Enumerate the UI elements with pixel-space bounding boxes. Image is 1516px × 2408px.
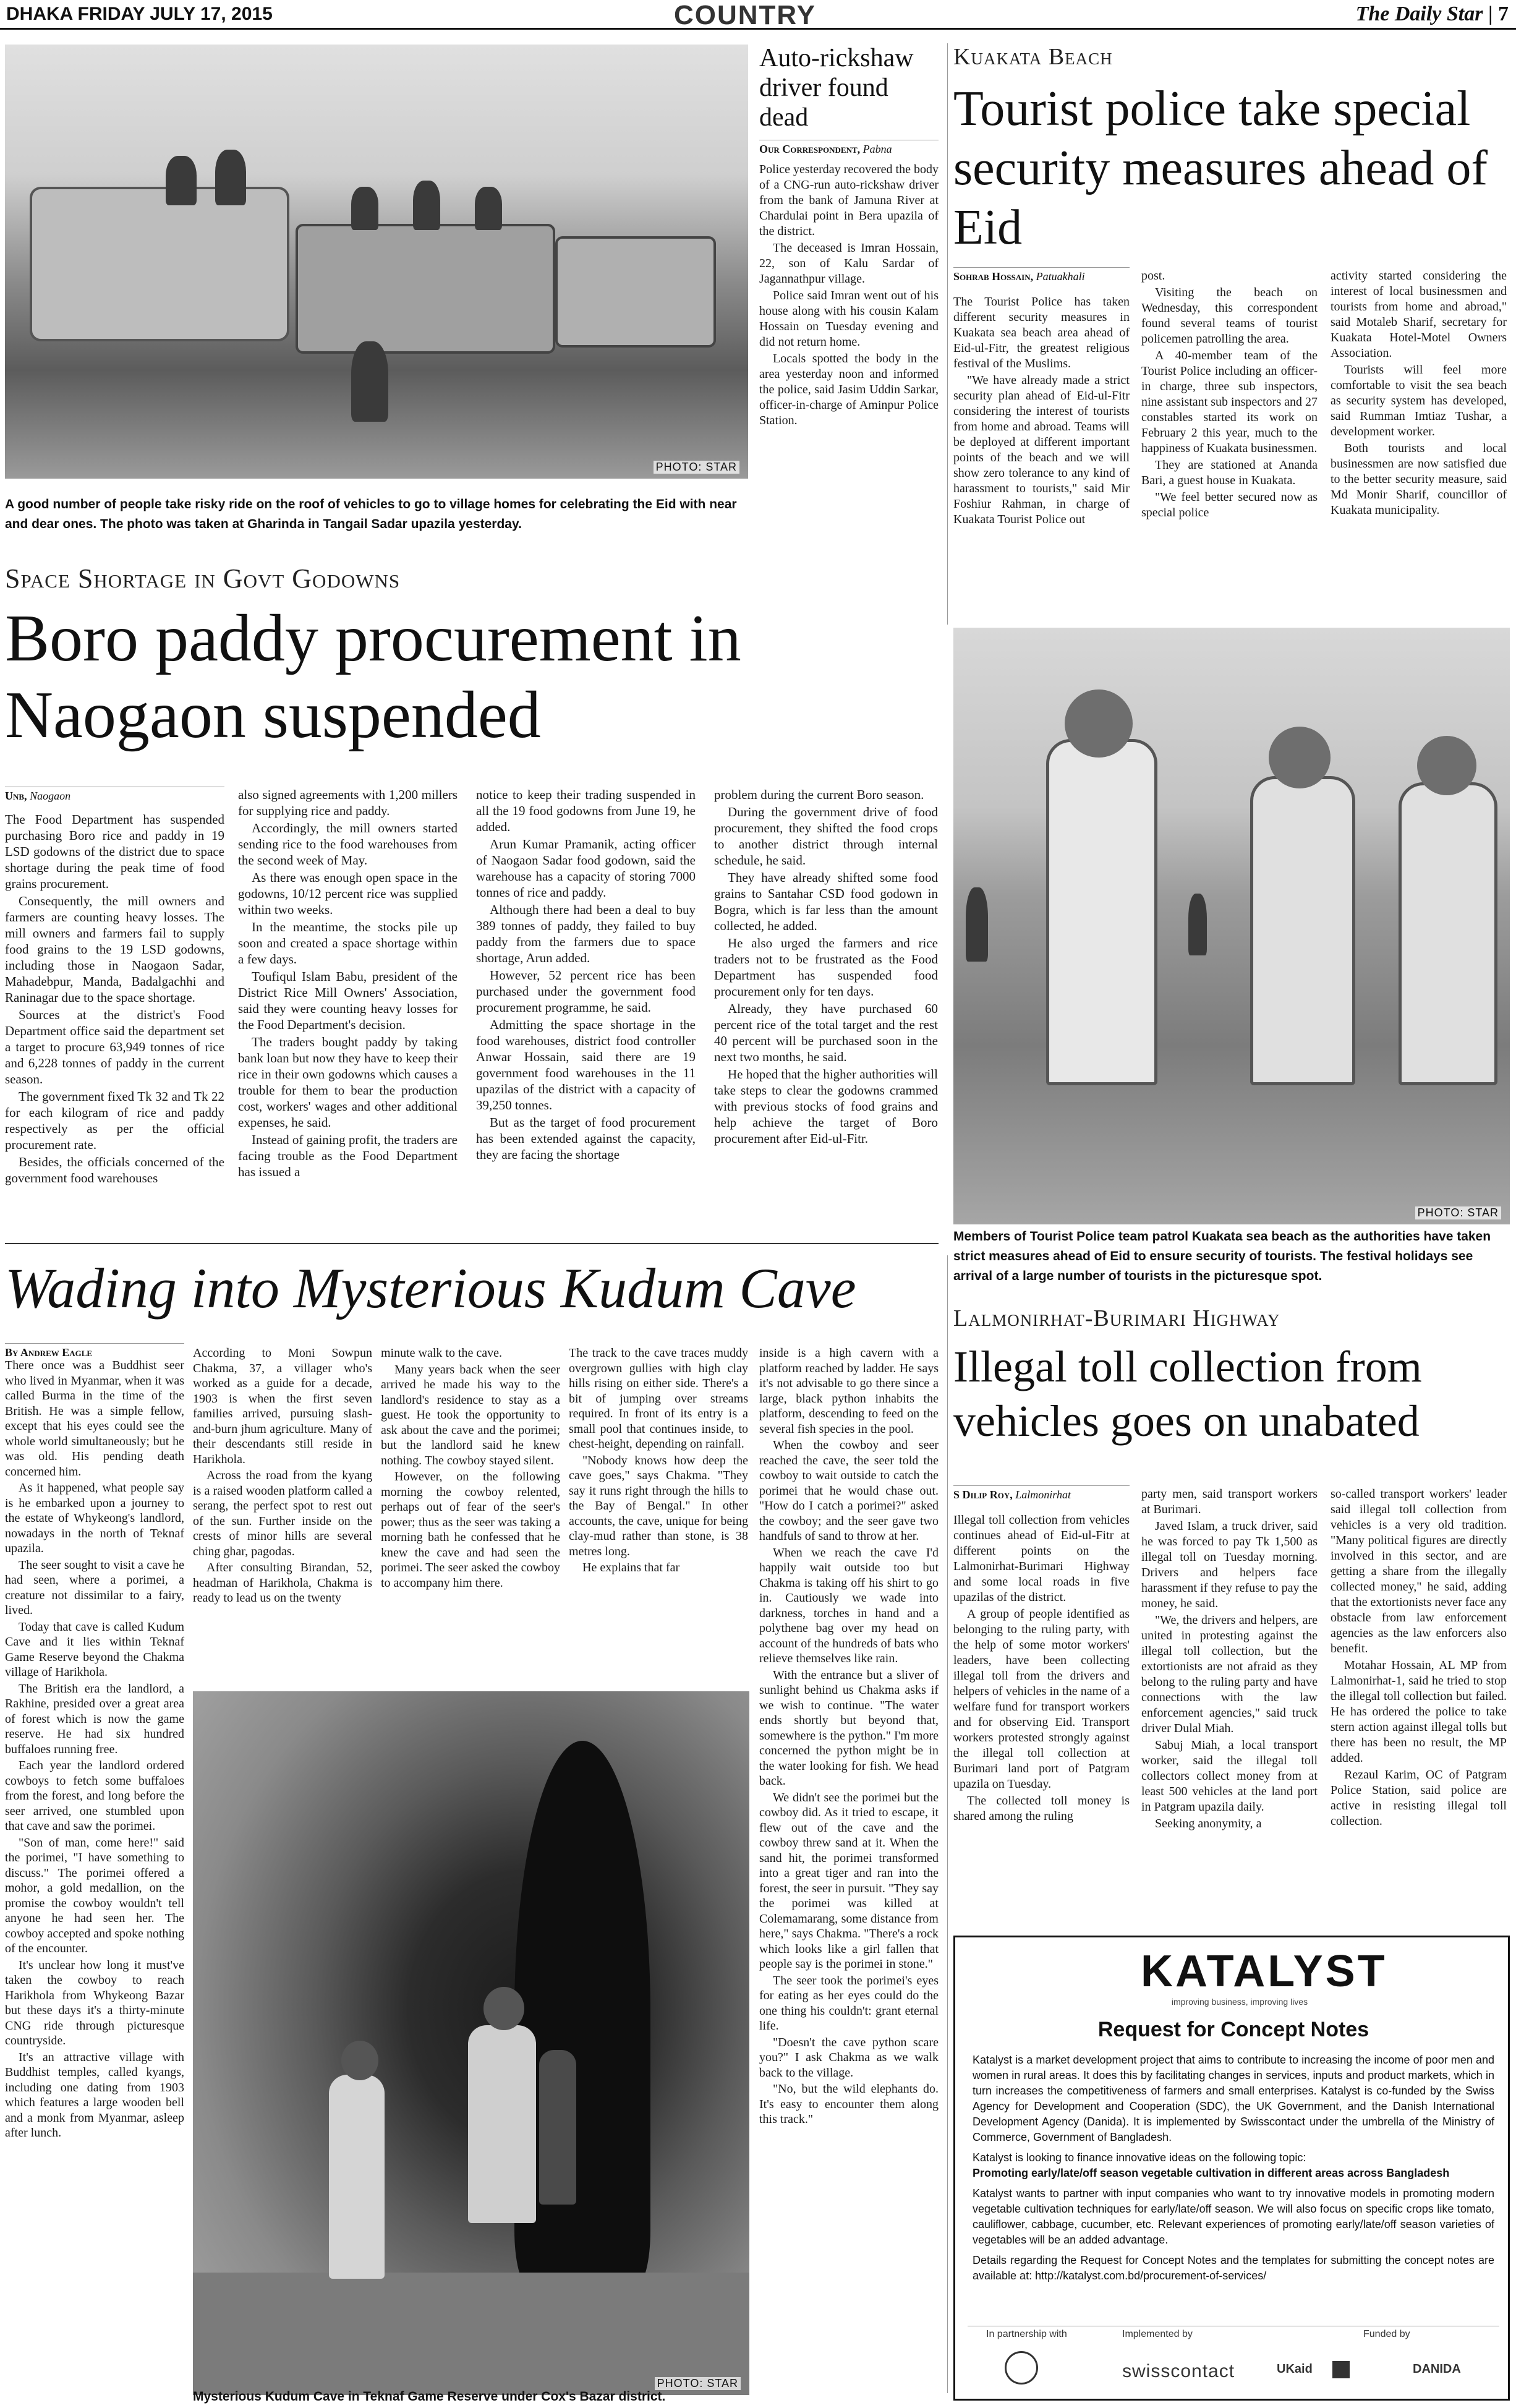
ad-title: Request for Concept Notes bbox=[1097, 2018, 1369, 2041]
boro-kicker: Space Shortage in Govt Godowns bbox=[5, 563, 401, 594]
auto-headline: Auto-rickshaw driver found dead bbox=[759, 44, 914, 132]
tourist-police-photo bbox=[953, 628, 1510, 1224]
boro-byline: Unb, Naogaon bbox=[5, 787, 224, 803]
kuakata-col1: The Tourist Police has taken different security measures in Kuakata sea beach area ahead of Eid-ul-Fitr, the greatest religious festival of the Muslims. "We have already made a strict security plan ahead of Eid-ul-Fitr considering the interest of tourists from home and abroad. Teams will be deployed at different important points of the beach and we will show zero tolerance to any kind of harassment to tourists," said Mir Foshiur Rahman, in charge of Kuakata Tourist Police out bbox=[953, 295, 1130, 526]
cave-col2: According to Moni Sowpun Chakma, 37, a villager who's worked as a guide for a decade, 1903 is when the first seven families arrived, pursuing slash-and-burn jhum agriculture. Many of their descendants still reside in Harikhola. Across the road from the kyang is a raised wooden platform called a serang, the perfect spot to rest out of the sun. Further inside on the crests of minor hills are several ching ghar, pagodas. After consulting Birandan, 52, headman of Harikhola, Chakma is ready to lead us on the twenty bbox=[193, 1346, 372, 1605]
auto-body: Police yesterday recovered the body of a CNG-run auto-rickshaw driver from the bank of Jamuna River at Chardulai point in Bera upazila of the district. The deceased is Imran Hossain, 22, son of Kalu Sardar of Jagannathpur village. Police said Imran went out of his house along with his cousin Kalam Hossain on Tuesday evening and did not return home. Locals spotted the body in the area yesterday noon and informed the police, said Jasim Uddin Sarkar, officer-in-charge of Aminpur Police Station. bbox=[759, 163, 939, 427]
kudum-cave-photo bbox=[193, 1691, 749, 2395]
swisscontact-logo: swisscontact bbox=[1122, 2361, 1235, 2381]
kuakata-kicker: Kuakata Beach bbox=[953, 44, 1113, 70]
boro-col3: notice to keep their trading suspended in all the 19 food godowns from June 19, he added. Arun Kumar Pramanik, acting officer of Naogaon Sadar food godown, said the warehouse has a capacity of storing 7000 tonnes of rice and paddy. Although there had been a deal to buy 389 tonnes of paddy, they failed to buy paddy from the farmers due to space shortage, Arun added. However, 52 percent rice has been purchased under the government food procurement programme, he said. Admitting the space shortage in the food warehouses, district food controller Anwar Hossain, said there are 19 government food warehouses in the 11 upazilas of the district with a capacity of 39,250 tonnes. But as the target of food procurement has been extended against the capacity, they are facing the shortage bbox=[476, 787, 696, 1162]
ad-body: Katalyst is a market development project that aims to contribute to increasing the income of poor men and women in rural areas. It does this by facilitating changes in services, inputs and product markets, which in turn increases the competitiveness of farmers and small enterprises. Katalyst is co-funded by the Swiss Agency for Development and Cooperation (SDC), the UK Government, and the Danish International Development Agency (Danida). It is implemented by Swisscontact under the umbrella of the Ministry of Commerce, Government of Bangladesh. Katalyst is looking to finance innovative ideas on the following topic: Promoting early/late/off season vegetable cultivation in different areas across Bangladesh Katalyst wants to partner with input companies who want to try innovative models in promoting modern vegetable cultivation techniques for early/late/off season. We will also focus on specific crops like tomato, cauliflower, cabbage, cucumber, etc. Relevant experiences of promoting early/late/off season varieties of vegetables will be an added advantage. Details regarding the Request for Concept Notes and the templates for submitting the concept notes are available at: http://katalyst.com.bd/procurement-of-services/ bbox=[973, 2054, 1494, 2282]
kuakata-col2: post. Visiting the beach on Wednesday, this correspondent found several teams of tourist policemen patrolling the area. A 40-member team of the Tourist Police including an officer-in charge, three sub inspectors, nine assistant sub inspectors and 27 constables started its work on February 2 this year, much to the happiness of Kuakata businessmen. They are stationed at Ananda Bari, a guest house in Kuakata. "We feel better secured now as special police bbox=[1141, 269, 1318, 519]
kuakata-byline: Sohrab Hossain, Patuakhali bbox=[953, 267, 1130, 283]
boro-col4: problem during the current Boro season. During the government drive of food procurement, they shifted the food crops to another district through internal schedule, he said. They have already shifted some food grains to Santahar CSD food godown in Bogra, which is far less than the amount collected, he added. He also urged the farmers and rice traders not to be frustrated as the Food Department has suspended food procurement only for ten days. Already, they have purchased 60 percent rice of the total target and the rest 40 percent will be purchased soon in the next two months, he said. He hoped that the higher authorities will take steps to clear the godowns crammed with previous stocks of food grains and help achieve the target of Boro procurement after Eid-ul-Fitr. bbox=[714, 787, 938, 1146]
boro-col1: The Food Department has suspended purchasing Boro rice and paddy in 19 LSD godowns of the district due to space shortage during the peak time of food grains procurement. Consequently, the mill owners and farmers are counting heavy losses. The mill owners and farmers fail to supply food grains to the 19 LSD godowns, including those in Naogaon Sadar, Mahadebpur, Manda, Badalgachhi and Raninagar due to the space shortage. Sources at the district's Food Department office said the department set a target to procure 63,949 tonnes of rice and 6,228 tonnes of paddy in the current season. The government fixed Tk 32 and Tk 22 for each kilogram of rice and paddy respectively as per the official procurement rate. Besides, the officials concerned of the government food warehouses bbox=[5, 812, 224, 1185]
masthead: The Daily Star | 7 bbox=[1355, 2, 1509, 25]
danida-logo: DANIDA bbox=[1413, 2362, 1461, 2376]
cave-col4: The track to the cave traces muddy overgrown gullies with high clay hills rising on either side. There's a bit of jumping over streams required. In front of its entry is a small pool that continues inside, to chest-height, depending on rainfall. "Nobody knows how deep the cave goes," says Chakma. "They say it runs right through the hills to the Bay of Bengal." In other accounts, the cave, unique for being clay-mud rather than stone, is 38 metres long. He explains that far bbox=[569, 1346, 748, 1574]
cave-col5: inside is a high cavern with a platform reached by ladder. He says it's not advisable to go there since a large, black python inhabits the platform, descending to feed on the several fish species in the pool. When the cowboy and seer reached the cave, the seer told the cowboy to wait outside to catch the porimei that he would chase out. "How do I catch a porimei?" asked the cowboy; and the seer gave two handfuls of sand to throw at her. When we reach the cave I'd happily wait outside too but Chakma is taking off his shirt to go in. Cautiously we wade into darkness, torches in hand and a polythene bag over my head on account of the hundreds of bats who relieve themselves like rain. With the entrance but a sliver of sunlight behind us Chakma asks if we wish to continue. "The water ends shortly but beyond that, somewhere is the python." I'm more concerned the python might be in the water looking for fish. We head back. We didn't see the porimei but the cowboy did. As it tried to escape, it flew out of the cave and the cowboy threw sand at it. When the sand hit, the porimei transformed into a great tiger and ran into the forest, the seer in pursuit. "They say the porimei was killed at Colemamarang, some distance from here," says Chakma. "There's a rock which looks like a girl fallen that people say is the porimei in stone." The seer took the porimei's eyes for eating as her eyes could do the one thing his couldn't: grant eternal life. "Doesn't the cave python scare you?" I ask Chakma as we walk back to the village. "No, but the wild elephants do. It's easy to encounter them along this track." bbox=[759, 1346, 939, 2126]
boro-col2: also signed agreements with 1,200 millers for supplying rice and paddy. Accordingly, the mill owners started sending rice to the food warehouses from the second week of May. As there was enough open space in the godowns, 10/12 percent rice was supplied within two weeks. In the meantime, the stocks pile up soon and created a space shortage within a few days. Toufiqul Islam Babu, president of the District Rice Mill Owners' Association, said they were counting heavy losses for the Food Department's decision. The traders bought paddy by taking bank loan but now they have to keep their rice in their own godowns which causes a trouble for them to bear the production cost, workers' wages and other additional expenses, he said. Instead of gaining profit, the traders are facing trouble as the Food Department has issued a bbox=[238, 787, 458, 1179]
cave-headline: Wading into Mysterious Kudum Cave bbox=[5, 1257, 856, 1320]
swiss-cross-icon bbox=[1332, 2361, 1350, 2378]
katalyst-ad bbox=[953, 1936, 1510, 2401]
cave-photo-caption: Mysterious Kudum Cave in Teknaf Game Reserve under Cox's Bazar district. bbox=[193, 2389, 666, 2404]
kuakata-story bbox=[953, 43, 1510, 257]
photo-credit: PHOTO: STAR bbox=[654, 461, 739, 474]
section-title: COUNTRY bbox=[674, 0, 816, 30]
auto-rickshaw-story bbox=[759, 43, 939, 430]
toll-kicker: Lalmonirhat-Burimari Highway bbox=[953, 1305, 1280, 1331]
tourist-police-caption: Members of Tourist Police team patrol Kuakata sea beach as the authorities have taken strict measures ahead of Eid to ensure security of tourists. The festival holidays see arrival of a large number of tourists in the picturesque spot. bbox=[953, 1229, 1491, 1283]
partner-seal-icon bbox=[1005, 2351, 1038, 2385]
photo-credit: PHOTO: STAR bbox=[655, 2377, 741, 2390]
toll-byline-top: S Dilip Roy, Lalmonirhat bbox=[953, 1485, 1130, 1501]
auto-byline: Our Correspondent, Pabna bbox=[759, 140, 939, 156]
toll-col3: so-called transport workers' leader said illegal toll collection from vehicles is a very old tradition. "Many political figures are directly involved in this sector, and are getting a share from the illegally collected money," he said, adding that the extortionists never face any obstacle from law enforcement agencies as the law enforcers also benefit. Motahar Hossain, AL MP from Lalmonirhat-1, said he tried to stop the illegal toll collection but failed. He has ordered the police to take stern action against illegal tolls but there has been no result, the MP added. Rezaul Karim, OC of Patgram Police Station, said police are active in resisting illegal toll collection. bbox=[1331, 1487, 1507, 1828]
katalyst-logo: KATALYST improving business, improving lives bbox=[1141, 1947, 1387, 2007]
boro-headline: Boro paddy procurement in Naogaon suspended bbox=[5, 602, 741, 752]
ukaid-logo: UKaid bbox=[1277, 2362, 1313, 2376]
kuakata-col3: activity started considering the interest of local businessmen and tourists from home and abroad," said Motaleb Sharif, secretary for Kuakata Hotel-Motel Owners Association. Tourists will feel more comfortable to visit the sea beach as security system has developed, said Rumman Imtiaz Tushar, a development worker. Both tourists and local businessmen are now satisfied due to the better security measure, said Md Monir Sharif, councillor of Kuakata municipality. bbox=[1331, 269, 1507, 517]
bus-roof-photo bbox=[5, 45, 748, 479]
dateline: DHAKA FRIDAY JULY 17, 2015 bbox=[6, 4, 273, 24]
page-header bbox=[0, 0, 1516, 30]
toll-story bbox=[953, 1305, 1510, 1448]
ad-footer: In partnership with Implemented by Funded by swisscontact UKaid DANIDA bbox=[968, 2326, 1499, 2394]
cave-byline: By Andrew Eagle bbox=[5, 1343, 184, 1359]
photo-credit: PHOTO: STAR bbox=[1415, 1206, 1501, 1219]
toll-headline: Illegal toll collection from vehicles goes on unabated bbox=[953, 1342, 1422, 1446]
cave-col3: minute walk to the cave. Many years back when the seer arrived he made his way to the landlord's residence to stay as a guest. He took the opportunity to ask about the cave and the porimei; but the landlord said he knew nothing. The cowboy stayed silent. However, on the following morning the cowboy relented, perhaps out of fear of the seer's power; thus as the seer was taking a morning bath he confessed that he knew the cave and had seen the porimei. The seer asked the cowboy to accompany him there. bbox=[381, 1346, 560, 1590]
cave-col1: There once was a Buddhist seer who lived in Myanmar, when it was called Burma in the time of the British. He was a simple fellow, except that his eyes could see the whole world simultaneously; but he was old. His pending death concerned him. As it happened, what people say is he embarked upon a journey to the estate of Whykeong's landlord, nowadays in the north of Teknaf upazila. The seer sought to visit a cave he had seen, where a porimei, a creature not dissimilar to a fairy, lived. Today that cave is called Kudum Cave and it lies within Teknaf Game Reserve beyond the Chakma village of Harikhola. The British era the landlord, a Rakhine, presided over a great area of forest which is now the game reserve. He had six hundred buffaloes running free. Each year the landlord ordered cowboys to fetch some buffaloes from the forest, and long before the seer arrived, one stumbled upon that cave and saw the porimei. "Son of man, come here!" said the porimei, "I have something to discuss." The porimei offered a mohor, a gold medallion, on the promise the cowboy wouldn't tell anyone he had seen her. The cowboy accepted and spoke nothing of the encounter. It's unclear how long it must've taken the cowboy to reach Harikhola from Whykeong Bazar but these days it's a thirty-minute CNG ride through picturesque countryside. It's an attractive village with Buddhist temples, called kyangs, including one dating from 1903 which features a large wooden bell and a monk from Myanmar, asleep after lunch. bbox=[5, 1359, 184, 2140]
bus-photo-caption: A good number of people take risky ride on the roof of vehicles to go to village homes for celebrating the Eid with near and dear ones. The photo was taken at Gharinda in Tangail Sadar upazila yesterday. bbox=[5, 497, 737, 531]
kuakata-headline: Tourist police take special security measures ahead of Eid bbox=[953, 82, 1488, 255]
toll-col2: party men, said transport workers at Burimari. Javed Islam, a truck driver, said he was forced to pay Tk 1,500 as illegal toll on Tuesday morning. Drivers and helpers face harassment if they refuse to pay the money, he said. "We, the drivers and helpers, are united in protesting against the illegal toll collection, but the extortionists are not afraid as they belong to the ruling party and have connections with the law enforcement agencies," said truck driver Dulal Miah. Sabuj Miah, a local transport worker, said the illegal toll collectors collect money from at least 500 vehicles at the land port in Patgram upazila daily. Seeking anonymity, a bbox=[1141, 1487, 1318, 1830]
toll-col1: Illegal toll collection from vehicles continues ahead of Eid-ul-Fitr at different points on the Lalmonirhat-Burimari Highway and some local roads in five upazilas of the district. A group of people identified as belonging to the ruling party, with the help of some motor workers' leaders, have been collecting illegal toll from the drivers and helpers of vehicles in the name of a welfare fund for transport workers and for observing Eid. Transport workers protested strongly against the illegal toll collection at Burimari land port of Patgram upazila on Tuesday. The collected toll money is shared among the ruling bbox=[953, 1513, 1130, 1823]
boro-story bbox=[5, 563, 939, 754]
